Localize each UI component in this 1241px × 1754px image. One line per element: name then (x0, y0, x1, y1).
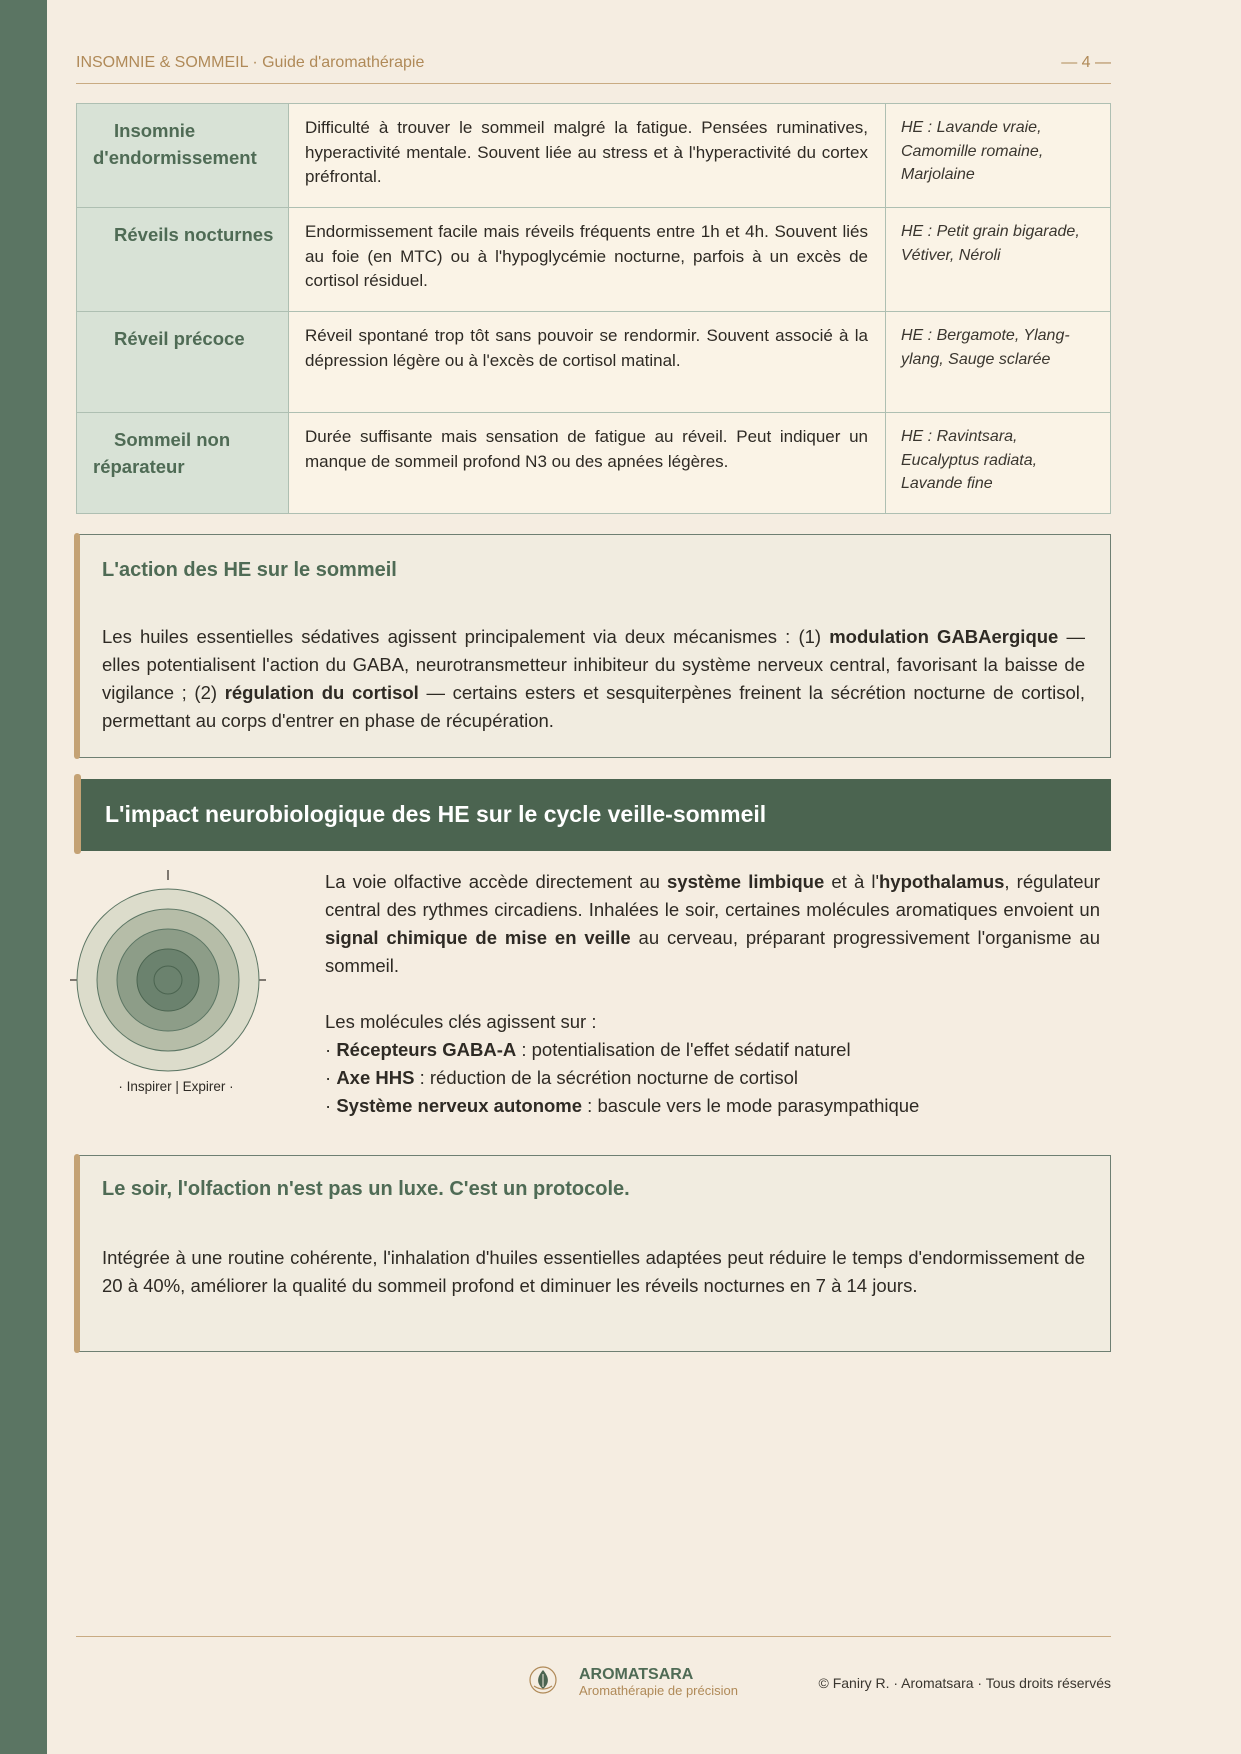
symptom-description: Endormissement facile mais réveils fréquents entre 1h et 4h. Souvent liés au foie (en MTC) ou à l'hypoglycémie nocturne, parfois à un excès de cortisol résiduel. (289, 208, 886, 312)
breathing-label: · Inspirer | Expirer · (118, 1079, 234, 1094)
symptom-description: Difficulté à trouver le sommeil malgré la fatigue. Pensées ruminatives, hyperactivité mentale. Souvent liée au stress et à l'hyperactivité du cortex préfrontal. (289, 104, 886, 208)
table-row (77, 413, 1111, 514)
header-title: INSOMNIE & SOMMEIL · Guide d'aromathérapie (76, 54, 425, 71)
table-row (77, 208, 1111, 312)
symptom-description: Réveil spontané trop tôt sans pouvoir se rendormir. Souvent associé à la dépression légère ou à l'excès de cortisol matinal. (289, 312, 886, 413)
brand-name: AROMATSARA (579, 1666, 694, 1683)
copyright: © Faniry R. · Aromatsara · Tous droits réservés (818, 1675, 1111, 1691)
key-term: système limbique (667, 871, 825, 892)
callout-text: Les huiles essentielles sédatives agissent principalement via deux mécanismes : (1) modulation GABAergique — elles potentialisent l'action du GABA, neurotransmetteur inhibiteur du système nerveux central, favorisant la baisse de vigilance ; (2) régulation du cortisol — certains esters et sesquiterpènes freinent la sécrétion nocturne de cortisol, permettant au corps d'entrer en phase de récupération. (102, 626, 1085, 731)
neuro-text (325, 868, 1100, 1120)
footer-divider (76, 1636, 1111, 1637)
essential-oils: HE : Lavande vraie, Camomille romaine, Marjolaine (886, 104, 1111, 208)
list-item: · Axe HHS : réduction de la sécrétion nocturne de cortisol (325, 1067, 799, 1088)
key-term: modulation GABAergique (829, 626, 1059, 647)
symptom-name: Réveils nocturnes (77, 208, 289, 312)
key-term: hypothalamus (879, 871, 1005, 892)
key-term: régulation du cortisol (224, 682, 419, 703)
action-callout (76, 534, 1111, 758)
page-header (76, 54, 1111, 84)
callout-heading: L'action des HE sur le sommeil (102, 559, 397, 581)
symptom-description: Durée suffisante mais sensation de fatigue au réveil. Peut indiquer un manque de sommeil profond N3 ou des apnées légères. (289, 413, 886, 514)
symptom-name: Réveil précoce (77, 312, 289, 413)
list-item: · Récepteurs GABA-A : potentialisation de l'effet sédatif naturel (325, 1039, 851, 1060)
symptom-name: Sommeil non réparateur (77, 413, 289, 514)
callout-heading: Le soir, l'olfaction n'est pas un luxe. C'est un protocole. (102, 1178, 630, 1200)
callout-accent-bar (74, 1154, 80, 1353)
table-row (77, 312, 1111, 413)
key-term: signal chimique de mise en veille (325, 927, 631, 948)
section-title: L'impact neurobiologique des HE sur le cycle veille-sommeil (105, 801, 767, 827)
callout-text: Intégrée à une routine cohérente, l'inhalation d'huiles essentielles adaptées peut réduire le temps d'endormissement de 20 à 40%, améliorer la qualité du sommeil profond et diminuer les réveils nocturnes en 7 à 14 jours. (102, 1247, 1085, 1296)
section-banner (76, 779, 1111, 851)
essential-oils: HE : Ravintsara, Eucalyptus radiata, Lavande fine (886, 413, 1111, 514)
callout-accent-bar (74, 533, 80, 759)
table-row (77, 104, 1111, 208)
protocol-callout (76, 1155, 1111, 1352)
brand-tagline: Aromathérapie de précision (579, 1683, 738, 1698)
list-intro: Les molécules clés agissent sur : (325, 1011, 597, 1032)
leaf-drop-logo-icon (527, 1664, 559, 1701)
list-item: · Système nerveux autonome : bascule vers le mode parasympathique (325, 1095, 920, 1116)
essential-oils: HE : Bergamote, Ylang-ylang, Sauge sclarée (886, 312, 1111, 413)
symptom-table (76, 103, 1111, 514)
neuro-paragraph: La voie olfactive accède directement au système limbique et à l'hypothalamus, régulateur central des rythmes circadiens. Inhalées le soir, certaines molécules aromatiques envoient un signal chimique de mise en veille au cerveau, préparant progressivement l'organisme au sommeil. (325, 871, 1100, 976)
page-number: — 4 — (1061, 54, 1111, 71)
breathing-diagram (66, 866, 286, 1102)
essential-oils: HE : Petit grain bigarade, Vétiver, Néroli (886, 208, 1111, 312)
symptom-name: Insomnie d'endormissement (77, 104, 289, 208)
banner-accent-bar (74, 774, 81, 854)
side-band (0, 0, 47, 1754)
concentric-circles-icon (66, 866, 286, 1076)
